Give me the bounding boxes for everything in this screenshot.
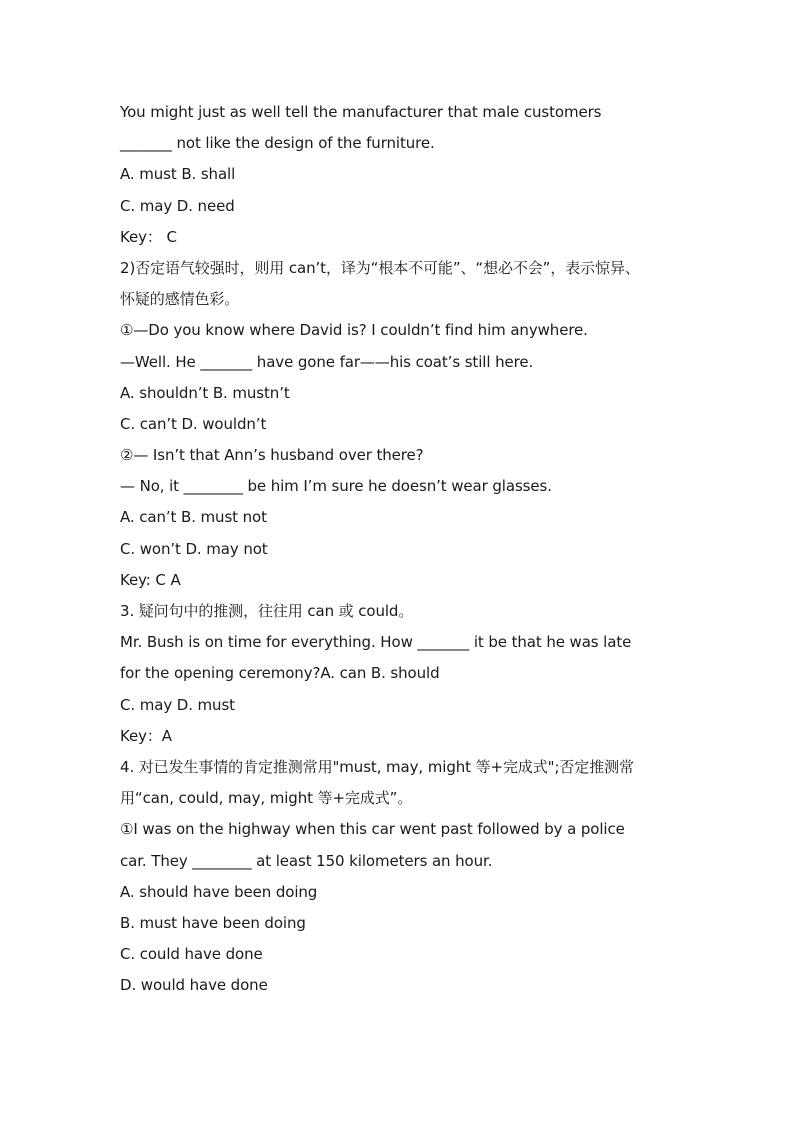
text-line: A. should have been doing xyxy=(120,882,318,901)
text-line: B. must have been doing xyxy=(120,913,306,932)
text-line: C. won’t D. may not xyxy=(120,539,268,558)
text-line: —Well. He _______ have gone far——his coat’s still here. xyxy=(120,352,534,371)
text-line: A. must B. shall xyxy=(120,165,236,184)
text-line: for the opening ceremony?A. can B. should xyxy=(120,664,440,683)
text-line: C. may D. need xyxy=(120,196,235,215)
text-line: 用“can, could, may, might 等+完成式”。 xyxy=(120,789,413,808)
text-line: 怀疑的感情色彩。 xyxy=(120,290,240,309)
text-line: C. can’t D. wouldn’t xyxy=(120,414,267,433)
text-line: 2)否定语气较强时，则用 can’t，译为“根本不可能”、“想必不会”，表示惊异、 xyxy=(120,258,640,277)
document-page xyxy=(120,97,680,1001)
text-line: 4. 对已发生事情的肯定推测常用"must, may, might 等+完成式";否定推测常 xyxy=(120,757,634,776)
text-line: C. could have done xyxy=(120,945,263,964)
text-line: Key： C xyxy=(120,227,177,246)
text-line: A. shouldn’t B. mustn’t xyxy=(120,383,290,402)
text-line: ①I was on the highway when this car went past followed by a police xyxy=(120,820,625,839)
text-line: ①—Do you know where David is? I couldn’t find him anywhere. xyxy=(120,321,588,340)
text-line: A. can’t B. must not xyxy=(120,508,267,527)
text-line: car. They ________ at least 150 kilometers an hour. xyxy=(120,851,493,870)
text-line: 3. 疑问句中的推测，往往用 can 或 could。 xyxy=(120,602,414,620)
text-line: ②— Isn’t that Ann’s husband over there? xyxy=(120,446,424,465)
text-line: Mr. Bush is on time for everything. How _______ it be that he was late xyxy=(120,633,632,652)
text-line: Key：A xyxy=(120,726,172,745)
text-line: — No, it ________ be him I’m sure he doesn’t wear glasses. xyxy=(120,477,552,496)
text-line: D. would have done xyxy=(120,976,268,995)
text-line: _______ not like the design of the furniture. xyxy=(120,134,435,153)
text-line: Key: C A xyxy=(120,570,181,589)
text-line: C. may D. must xyxy=(120,695,235,714)
text-line: You might just as well tell the manufacturer that male customers xyxy=(120,103,602,121)
